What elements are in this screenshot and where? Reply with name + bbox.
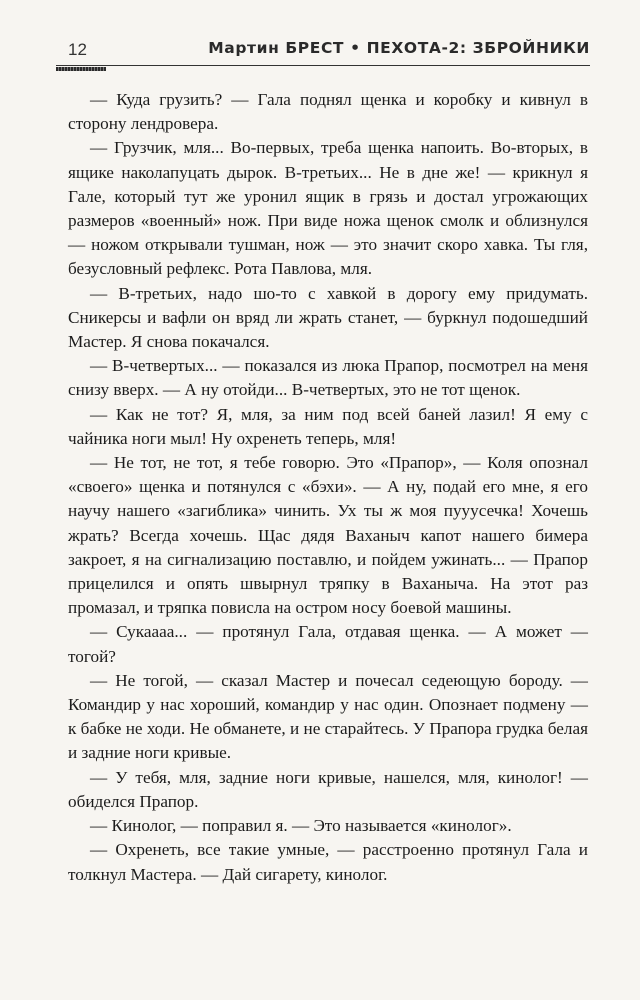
body-text xyxy=(68,88,588,887)
paragraph: — В-четвертых... — показался из люка Прапор, посмотрел на меня снизу вверх. — А ну отойди... В-четвертых, это не тот щенок. xyxy=(68,356,588,400)
paragraph: — Грузчик, мля... Во-первых, треба щенка напоить. Во-вторых, в ящике наколапуцать дырок. В-третьих... Не в дне же! — крикнул я Гале, который тут же уронил ящик в грязь и достал угрожающих размеров «военный» нож. При виде ножа щенок смолк и облизнулся — ножом открывали тушман, нож — это значит скоро хавка. Ты гля, безусловный рефлекс. Рота Павлова, мля. xyxy=(68,138,588,279)
paragraph: — Не тогой, — сказал Мастер и почесал седеющую бороду. — Командир у нас хороший, командир у нас один. Опознает подмену — к бабке не ходи. Не обманете, и не старайтесь. У Прапора грудка белая и задние ноги кривые. xyxy=(68,670,588,763)
paragraph: — Не тот, не тот, я тебе говорю. Это «Прапор», — Коля опознал «своего» щенка и потянулся с «бэхи». — А ну, подай его мне, я его научу нашего «загиблика» чинить. Ух ты ж моя пууусечка! Хочешь жрать? Всегда хочешь. Щас дядя Ваханыч капот нашего бимера закроет, я на сигнализацию поставлю, и пойдем ужинать... — Прапор прицелился и опять швырнул тряпку в Ваханыча. На этот раз промазал, и тряпка повисла на остром носу боевой машины. xyxy=(68,453,588,618)
paragraph: — Охренеть, все такие умные, — расстроенно протянул Гала и толкнул Мастера. — Дай сигарету, кинолог. xyxy=(68,840,588,884)
paragraph: — В-третьих, надо шо-то с хавкой в дорогу ему придумать. Сникерсы и вафли он вряд ли жрать станет, — буркнул подошедший Мастер. Я снова покачался. xyxy=(68,283,588,352)
paragraph: — У тебя, мля, задние ноги кривые, нашелся, мля, кинолог! — обиделся Прапор. xyxy=(68,767,588,811)
paragraph: — Кинолог, — поправил я. — Это называется «кинолог». xyxy=(90,816,512,836)
running-title: Мартин БРЕСТ • ПЕХОТА-2: ЗБРОЙНИКИ xyxy=(208,39,590,57)
paragraph: — Сукаааа... — протянул Гала, отдавая щенка. — А может — тогой? xyxy=(68,622,588,666)
paragraph: — Куда грузить? — Гала поднял щенка и коробку и кивнул в сторону лендровера. xyxy=(68,90,588,134)
paragraph: — Как не тот? Я, мля, за ним под всей баней лазил! Я ему с чайника ноги мыл! Ну охренеть теперь, мля! xyxy=(68,404,588,448)
header-rule xyxy=(56,65,590,66)
page-header xyxy=(56,36,590,66)
header-ornament xyxy=(56,67,106,71)
page-number: 12 xyxy=(68,40,87,59)
